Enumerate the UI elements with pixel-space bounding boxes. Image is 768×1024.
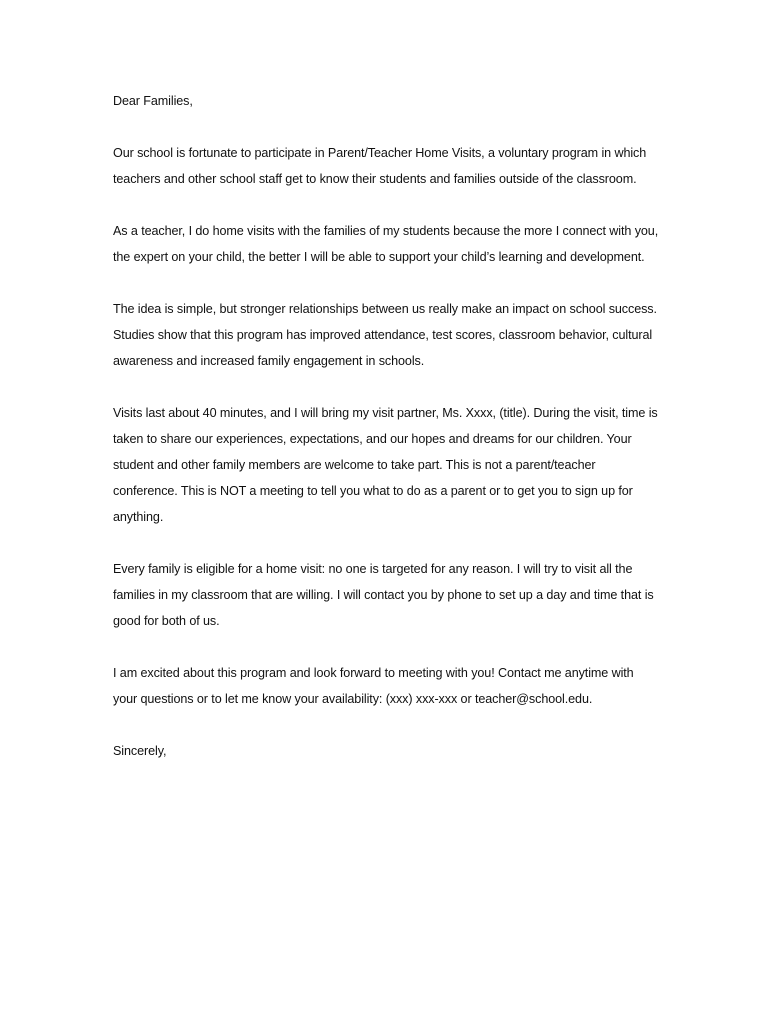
- paragraph-impact: The idea is simple, but stronger relationships between us really make an impact on school success. Studies show that this program has improved attendance, test scores, classroom behavior, cultural awareness and increased family engagement in schools.: [113, 302, 657, 368]
- paragraph-contact: I am excited about this program and look forward to meeting with you! Contact me anytime with your questions or to let me know your availability: (xxx) xxx-xxx or teacher@school.edu.: [113, 666, 634, 706]
- paragraph-teacher-motivation: As a teacher, I do home visits with the families of my students because the more I connect with you, the expert on your child, the better I will be able to support your child’s learning and development.: [113, 224, 659, 264]
- paragraph-visit-details: Visits last about 40 minutes, and I will bring my visit partner, Ms. Xxxx, (title). During the visit, time is taken to share our experiences, expectations, and our hopes and dreams for our children. Your student and other family members are welcome to take part. This is not a parent/teacher conference. This is NOT a meeting to tell you what to do as a parent or to get you to sign up for anything.: [113, 406, 658, 524]
- paragraph-eligibility: Every family is eligible for a home visit: no one is targeted for any reason. I will try to visit all the families in my classroom that are willing. I will contact you by phone to set up a day and time that is good for both of us.: [113, 562, 654, 628]
- salutation: Dear Families,: [113, 94, 193, 108]
- closing: Sincerely,: [113, 744, 167, 758]
- paragraph-program-intro: Our school is fortunate to participate in Parent/Teacher Home Visits, a voluntary program in which teachers and other school staff get to know their students and families outside of the classroom.: [113, 146, 647, 186]
- letter-body: [113, 88, 661, 764]
